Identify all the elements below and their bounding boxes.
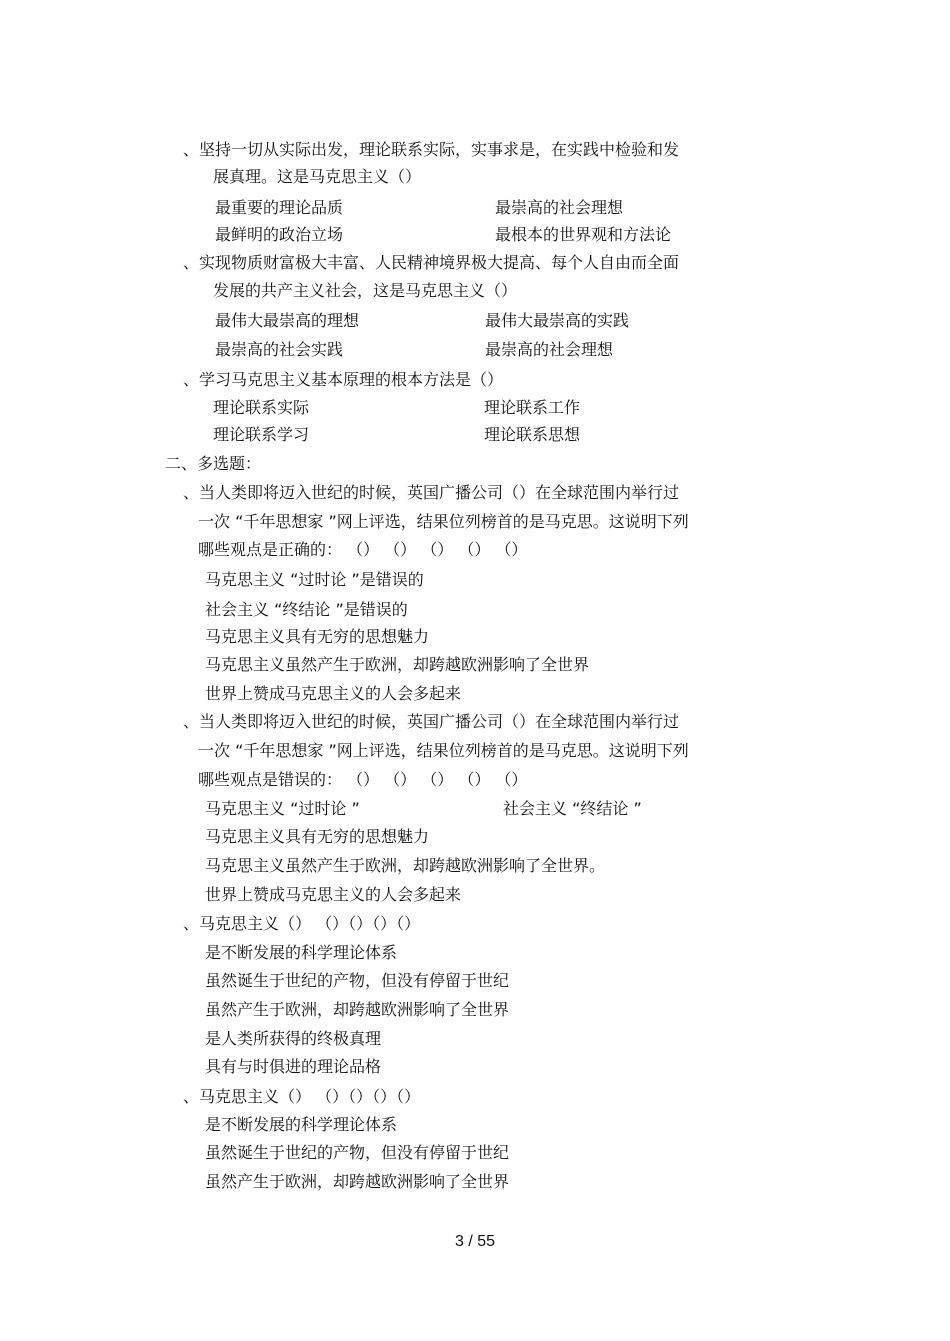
mq2-option-b: 社会主义 “终结论 ” [503, 799, 642, 818]
mq2-option-d: 马克思主义虽然产生于欧洲，却跨越欧洲影响了全世界。 [205, 856, 606, 875]
q1-option-d: 最根本的世界观和方法论 [495, 225, 672, 244]
mq3-option-d: 是人类所获得的终极真理 [205, 1029, 382, 1048]
q3-option-a: 理论联系实际 [213, 398, 310, 417]
mq1-stem-line1: 、当人类即将迈入世纪的时候，英国广播公司（）在全球范围内举行过 [183, 483, 680, 502]
mq1-stem-line3: 哪些观点是正确的： （） （） （） （） （） [198, 540, 528, 559]
page-number: 3 / 55 [454, 1233, 496, 1250]
mq3-option-e: 具有与时俱进的理论品格 [205, 1057, 382, 1076]
mq1-stem-line2: 一次 “千年思想家 ”网上评选，结果位列榜首的是马克思。这说明下列 [198, 512, 689, 531]
mq4-option-b: 虽然诞生于世纪的产物，但没有停留于世纪 [205, 1143, 510, 1162]
q1-stem-line1: 、坚持一切从实际出发，理论联系实际，实事求是，在实践中检验和发 [183, 140, 680, 159]
mq1-option-e: 世界上赞成马克思主义的人会多起来 [205, 684, 462, 703]
mq4-option-a: 是不断发展的科学理论体系 [205, 1115, 398, 1134]
q2-option-c: 最崇高的社会实践 [215, 340, 344, 359]
mq1-option-b: 社会主义 “终结论 ”是错误的 [205, 600, 408, 619]
mq2-option-c: 马克思主义具有无穷的思想魅力 [205, 827, 430, 846]
mq2-stem-line2: 一次 “千年思想家 ”网上评选，结果位列榜首的是马克思。这说明下列 [198, 741, 689, 760]
mq1-option-d: 马克思主义虽然产生于欧洲，却跨越欧洲影响了全世界 [205, 655, 590, 674]
q1-stem-line2: 展真理。这是马克思主义（） [213, 167, 422, 186]
section-heading-multiple-choice: 二、多选题： [165, 454, 262, 473]
q2-option-b: 最伟大最崇高的实践 [485, 311, 630, 330]
mq1-option-c: 马克思主义具有无穷的思想魅力 [205, 627, 430, 646]
mq2-option-a: 马克思主义 “过时论 ” [205, 799, 360, 818]
q3-option-d: 理论联系思想 [484, 425, 581, 444]
q1-option-b: 最崇高的社会理想 [495, 198, 624, 217]
mq2-stem-line1: 、当人类即将迈入世纪的时候，英国广播公司（）在全球范围内举行过 [183, 712, 680, 731]
mq3-option-c: 虽然产生于欧洲，却跨越欧洲影响了全世界 [205, 1000, 510, 1019]
q2-stem-line2: 发展的共产主义社会，这是马克思主义（） [213, 281, 518, 300]
q1-option-c: 最鲜明的政治立场 [215, 225, 344, 244]
mq3-option-a: 是不断发展的科学理论体系 [205, 943, 398, 962]
q2-stem-line1: 、实现物质财富极大丰富、人民精神境界极大提高、每个人自由而全面 [183, 253, 680, 272]
mq2-stem-line3: 哪些观点是错误的： （） （） （） （） （） [198, 770, 528, 789]
mq3-stem: 、马克思主义（） （）（）（）（） [183, 914, 421, 933]
q3-option-c: 理论联系学习 [213, 425, 310, 444]
q2-option-a: 最伟大最崇高的理想 [215, 311, 360, 330]
mq4-option-c: 虽然产生于欧洲，却跨越欧洲影响了全世界 [205, 1172, 510, 1191]
q1-option-a: 最重要的理论品质 [215, 198, 344, 217]
mq3-option-b: 虽然诞生于世纪的产物，但没有停留于世纪 [205, 971, 510, 990]
mq2-option-e: 世界上赞成马克思主义的人会多起来 [205, 885, 462, 904]
q2-option-d: 最崇高的社会理想 [485, 340, 614, 359]
mq1-option-a: 马克思主义 “过时论 ”是错误的 [205, 570, 424, 589]
q3-stem: 、学习马克思主义基本原理的根本方法是（） [183, 370, 504, 389]
q3-option-b: 理论联系工作 [484, 398, 581, 417]
mq4-stem: 、马克思主义（） （）（）（）（） [183, 1087, 421, 1106]
